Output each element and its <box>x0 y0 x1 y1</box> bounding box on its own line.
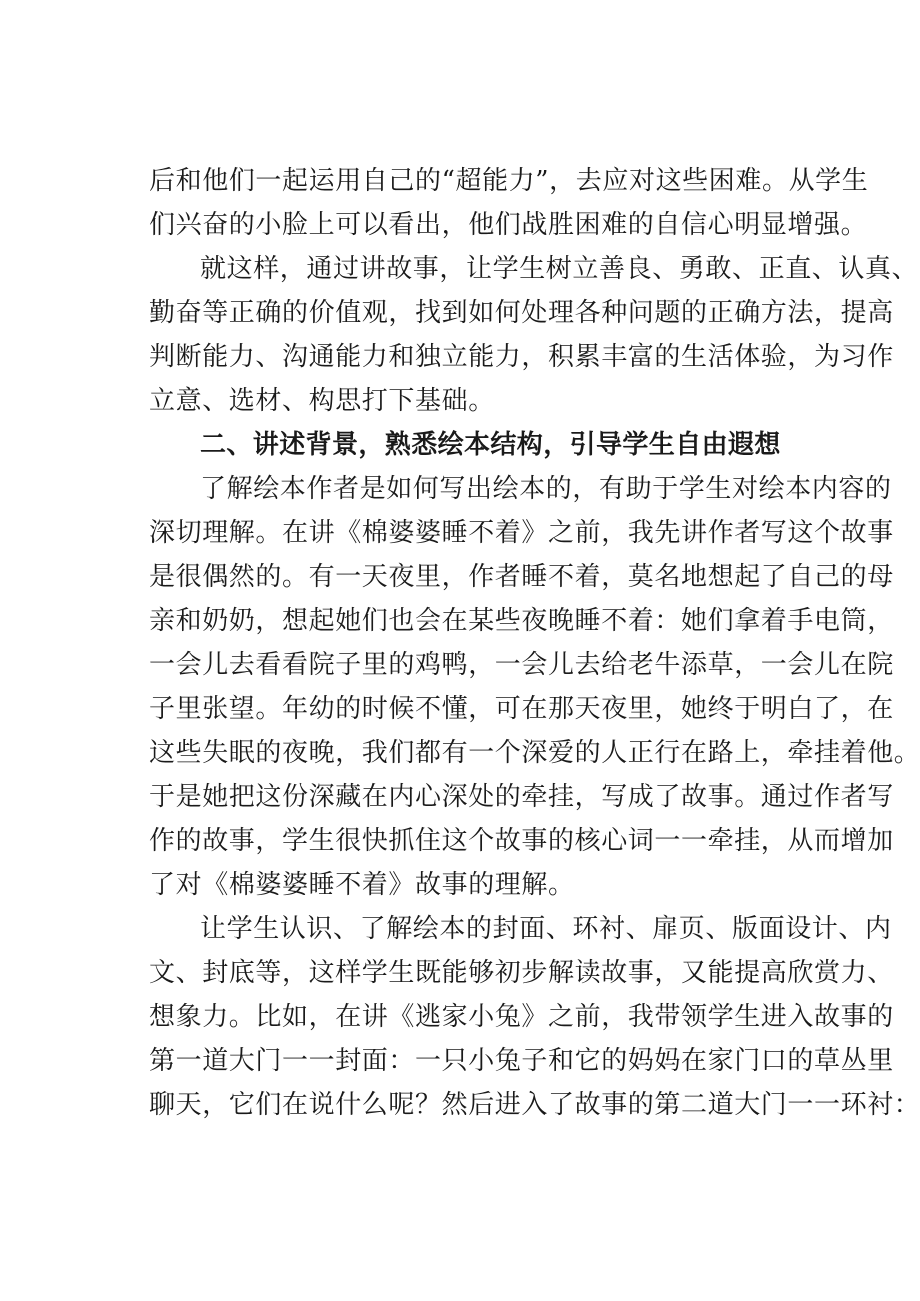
paragraph-line: 让学生认识、了解绘本的封面、环衬、扉页、版面设计、内 <box>200 914 892 944</box>
paragraph-line: 了解绘本作者是如何写出绘本的，有助于学生对绘本内容的 <box>200 474 892 504</box>
paragraph-line: 就这样，通过讲故事，让学生树立善良、勇敢、正直、认真、 <box>200 254 919 284</box>
paragraph-line: 文、封底等，这样学生既能够初步解读故事，又能提高欣赏力、 <box>149 958 894 988</box>
paragraph-line: 亲和奶奶，想起她们也会在某些夜晚睡不着：她们拿着手电筒， <box>149 606 894 636</box>
paragraph-line: 聊天，它们在说什么呢？然后进入了故事的第二道大门一一环衬： <box>149 1090 920 1120</box>
paragraph-line: 们兴奋的小脸上可以看出，他们战胜困难的自信心明显增强。 <box>149 210 868 240</box>
paragraph-line: 深切理解。在讲《棉婆婆睡不着》之前，我先讲作者写这个故事 <box>149 518 894 548</box>
paragraph-line: 想象力。比如，在讲《逃家小兔》之前，我带领学生进入故事的 <box>149 1002 894 1032</box>
paragraph-line: 勤奋等正确的价值观，找到如何处理各种问题的正确方法，提高 <box>149 298 894 328</box>
paragraph-line: 了对《棉婆婆睡不着》故事的理解。 <box>149 870 575 900</box>
paragraph-line: 立意、选材、构思打下基础。 <box>149 386 495 416</box>
paragraph-line: 是很偶然的。有一天夜里，作者睡不着，莫名地想起了自己的母 <box>149 562 894 592</box>
paragraph-line: 后和他们一起运用自己的“超能力”，去应对这些困难。从学生 <box>149 166 869 196</box>
paragraph-line: 判断能力、沟通能力和独立能力，积累丰富的生活体验，为习作 <box>149 342 894 372</box>
paragraph-line: 作的故事，学生很快抓住这个故事的核心词一一牵挂，从而增加 <box>149 826 894 856</box>
paragraph-line: 于是她把这份深藏在内心深处的牵挂，写成了故事。通过作者写 <box>149 782 894 812</box>
paragraph-line: 这些失眠的夜晚，我们都有一个深爱的人正行在路上，牵挂着他。 <box>149 738 920 768</box>
paragraph-line: 第一道大门一一封面：一只小兔子和它的妈妈在家门口的草丛里 <box>149 1046 894 1076</box>
paragraph-line: 一会儿去看看院子里的鸡鸭，一会儿去给老牛添草，一会儿在院 <box>149 650 894 680</box>
paragraph-line: 子里张望。年幼的时候不懂，可在那天夜里，她终于明白了，在 <box>149 694 894 724</box>
section-heading: 二、讲述背景，熟悉绘本结构，引导学生自由遐想 <box>200 430 781 460</box>
